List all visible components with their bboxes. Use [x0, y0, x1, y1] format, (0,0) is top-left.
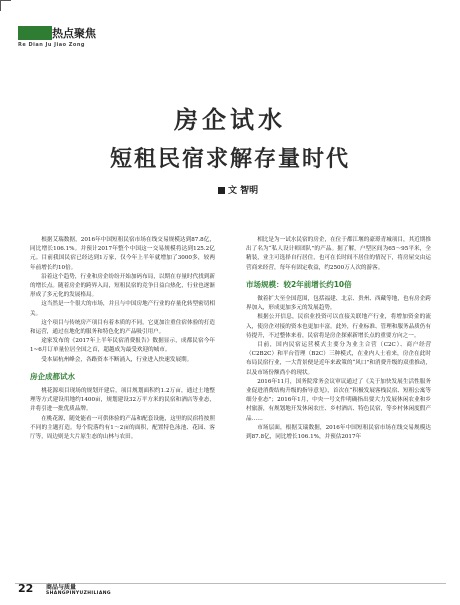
column-badge: [18, 26, 52, 40]
paragraph: 做着扩大至全国范围，包括福建、北京、贵州、西藏等地，也有房企跨界加入，形成更加多元的发展趋势。: [246, 296, 431, 312]
magazine-pinyin: SHANGPINYUZHILIANG: [46, 591, 111, 596]
section-heading: 房企成都试水: [30, 371, 75, 381]
author-name: 文 智明: [228, 186, 259, 196]
paragraph: 在桃花源，随处能看一可供体验的产品和配套设施，这里的民宿将按照不同的主题打造。每个院落约有1～2亩的面积，配置特色泳池、花园、客厅等，周边则是大片原生态的山林与农田。: [30, 415, 215, 441]
column-pinyin: Re Dian Ju Jiao Zong: [18, 42, 86, 48]
square-bullet-icon: [218, 187, 225, 194]
paragraph: 2016年11月，国务院常务会议审议通过了《关于加快发展生活性服务业促进消费结构升级的指导意见》，首次在“积极发展客栈民宿、短租公寓等细分业态”；2016年1月，中央一号文件明确指出要大力发展休闲农业和乡村旅游，有规划地开发休闲农庄、乡村酒店、特色民宿，等乡村休闲度假产品……: [246, 378, 431, 422]
crop-mark: [0, 0, 11, 11]
paragraph: 相比是为一试水民宿的房企，在位于都江堰的豪璟青城项目，其近期推出了名为“私人设计师团队”的产品。据了解，户型区间为65～95平米，全精装，业主可选择自行居住，也可在长时间不居住的情况下，将房屋交由运营商来经营，每年有固定收益，约2500万人次的游客。: [246, 237, 431, 271]
author-line: [218, 183, 258, 196]
magazine-name: 商品与质量: [46, 584, 77, 591]
paragraph: 这当然是一个很大的市场，并且与中国房地产行业的存量化转型密切相关。: [30, 301, 215, 317]
paragraph: 桃花源项目现场的规划开建后，项目规划面积约1.2万亩，通过土地整理等方式建设用地约1400亩，规划建设32万平方米的民宿和酒店等业态，并将引进一批优质品牌。: [30, 388, 215, 413]
paragraph: 市场层面，根据艾瑞数据，2016年中国短租民宿市场在线交易规模达到87.8亿，同比增长106.1%，并预估2017年: [246, 424, 431, 441]
column-title: 热点聚焦: [52, 27, 96, 40]
article-title: 房企试水: [174, 105, 286, 134]
paragraph: 根据公开信息，民宿业投资可以直接关联地产行业，将增加资金的流入，使房企对接的资本也更加丰富。此外，行业标准、管理和服务品质仍有待提升，不过整体来看，民宿将是房企探索新增长点的重要方向之一。: [246, 314, 431, 339]
footer-divider: [15, 583, 446, 584]
paragraph: 根据艾瑞数据，2016年中国短租民宿市场在线交易规模达到87.8亿，同比增长106.1%。并预计2017年整个中国这一交易规模将达到125.2亿元。目前我国民宿已经达到1万家，仅今年上半年就增加了3000多，较两年前增长约10倍。: [30, 237, 215, 271]
article-subtitle: 短租民宿求解存量时代: [109, 146, 350, 172]
left-column: [30, 236, 215, 442]
paragraph: 途家发布的《2017年上半年民宿消费报告》数据显示，成都民宿今年1~6月订单量位居全国之首，超越成为最受欢迎的城市。: [30, 338, 215, 354]
paragraph: 这个项目与传统房产项目有着本质的不同，它更加注重住宿体验的打造和运营，通过在地化的服务和特色化的产品吸引用户。: [30, 319, 215, 336]
section-heading: 市场规模：较2年前增长约10倍: [246, 279, 352, 289]
paragraph: 目前，国内民宿运营模式主要分为业主合营（C2C）、商户经营（C2B2C）和平台管理（B2C）三种模式，在业内人士看来，房企在此时布局民宿行业，一大背景便是近年来政策的“风口”和消费升级的双重推动，以及市场份额尚小的现状。: [246, 342, 431, 376]
right-column: [246, 236, 431, 442]
paragraph: 沿着这个趋势，行业和房企纷纷开始加码布局，以期在存量时代找到新的增长点。随着房企的跨界入局，短租民宿的竞争日益白热化，行业也逐渐形成了多元化的发展格局。: [30, 273, 215, 299]
page-number: 22: [18, 582, 34, 595]
paragraph: 受本届杭州峰会，各路资本不断涌入，行业进入快速发展期。: [41, 356, 193, 363]
